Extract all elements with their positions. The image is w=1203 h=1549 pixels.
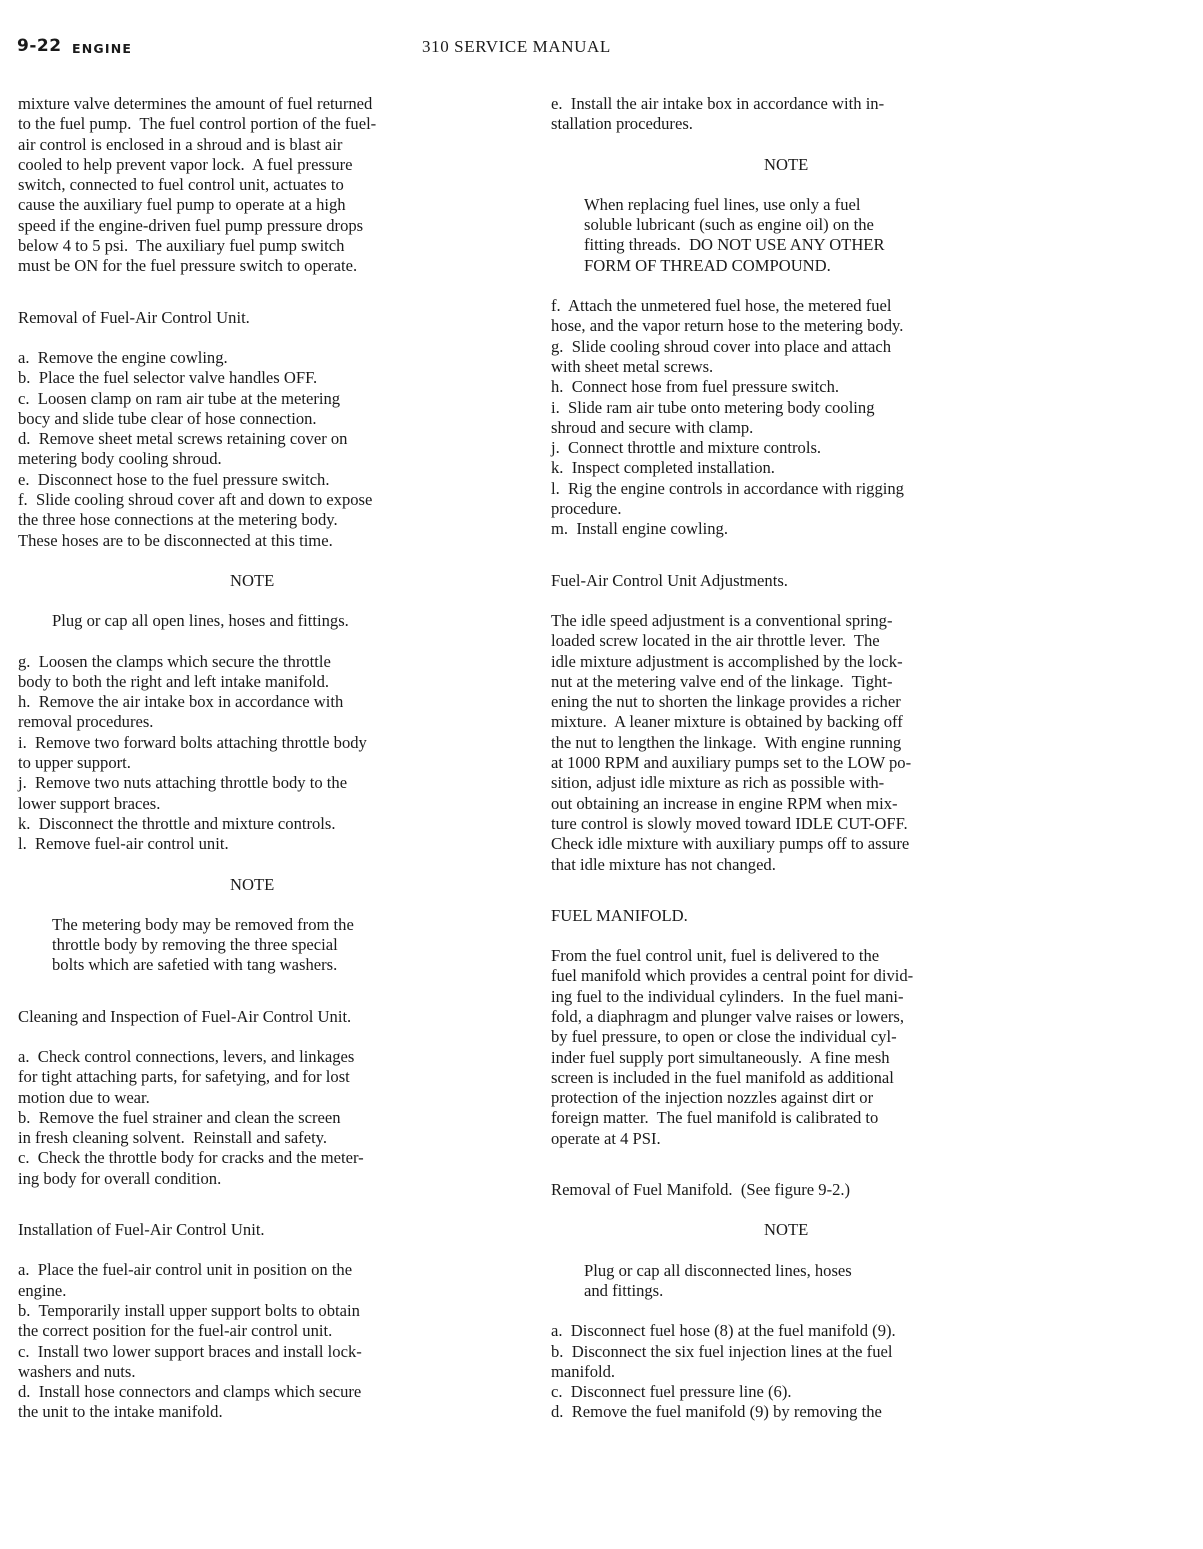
step-line: in fresh cleaning solvent. Reinstall and safety.: [18, 1128, 328, 1148]
section-name: ENGINE: [72, 41, 133, 56]
step-line: c. Check the throttle body for cracks and the meter-: [18, 1148, 364, 1168]
text-line: protection of the injection nozzles against dirt or: [551, 1088, 874, 1108]
step-line: removal procedures.: [18, 712, 154, 732]
text-line: cooled to help prevent vapor lock. A fuel pressure: [18, 154, 353, 174]
step-line: These hoses are to be disconnected at this time.: [18, 530, 333, 550]
step-line: engine.: [18, 1280, 67, 1300]
text-line: ture control is slowly moved toward IDLE CUT-OFF.: [551, 813, 908, 833]
step-line: bocy and slide tube clear of hose connection.: [18, 408, 317, 428]
step-line: manifold.: [551, 1361, 616, 1381]
note-line: soluble lubricant (such as engine oil) on the: [584, 215, 874, 235]
text-line: switch, connected to fuel control unit, actuates to: [18, 175, 344, 195]
step-line: i. Remove two forward bolts attaching throttle body: [18, 732, 367, 752]
step-line: m. Install engine cowling.: [551, 519, 728, 539]
step-line: g. Loosen the clamps which secure the throttle: [18, 651, 331, 671]
note-title: NOTE: [764, 1220, 809, 1240]
text-line: sition, adjust idle mixture as rich as possible with-: [551, 773, 885, 793]
note-line: Plug or cap all disconnected lines, hoses: [584, 1260, 852, 1280]
text-line: idle mixture adjustment is accomplished by the lock-: [551, 651, 903, 671]
step-line: k. Disconnect the throttle and mixture controls.: [18, 813, 336, 833]
step-line: the unit to the intake manifold.: [18, 1402, 223, 1422]
text-line: nut at the metering valve end of the linkage. Tight-: [551, 671, 893, 691]
step-line: for tight attaching parts, for safetying, and for lost: [18, 1067, 350, 1087]
step-line: motion due to wear.: [18, 1087, 150, 1107]
text-line: ening the nut to shorten the linkage provides a richer: [551, 692, 901, 712]
note-title: NOTE: [764, 154, 809, 174]
text-line: fold, a diaphragm and plunger valve raises or lowers,: [551, 1006, 904, 1026]
step-line: the three hose connections at the metering body.: [18, 510, 338, 530]
text-line: foreign matter. The fuel manifold is calibrated to: [551, 1108, 879, 1128]
step-line: h. Connect hose from fuel pressure switch.: [551, 377, 840, 397]
step-line: b. Remove the fuel strainer and clean the screen: [18, 1107, 341, 1127]
text-line: by fuel pressure, to open or close the individual cyl-: [551, 1027, 897, 1047]
page-number: 9-22: [17, 36, 62, 56]
fuel-manifold-heading: FUEL MANIFOLD.: [551, 905, 688, 925]
step-line: lower support braces.: [18, 793, 161, 813]
step-line: a. Remove the engine cowling.: [18, 347, 228, 367]
step-line: d. Install hose connectors and clamps which secure: [18, 1382, 362, 1402]
removal-steps-continued: [18, 652, 528, 855]
note-line: When replacing fuel lines, use only a fuel: [584, 194, 861, 214]
note-line: bolts which are safetied with tang washers.: [52, 955, 338, 975]
step-line: b. Place the fuel selector valve handles OFF.: [18, 368, 318, 388]
note-line: throttle body by removing the three special: [52, 935, 338, 955]
installation-steps: [18, 1260, 528, 1422]
text-line: must be ON for the fuel pressure switch to operate.: [18, 256, 358, 276]
note-body: [551, 195, 1091, 276]
step-line: with sheet metal screws.: [551, 356, 714, 376]
step-line: b. Disconnect the six fuel injection lines at the fuel: [551, 1341, 893, 1361]
step-line: i. Slide ram air tube onto metering body cooling: [551, 397, 875, 417]
step-line: c. Loosen clamp on ram air tube at the metering: [18, 388, 341, 408]
text-line: out obtaining an increase in engine RPM when mix-: [551, 793, 898, 813]
step-line: metering body cooling shroud.: [18, 449, 222, 469]
adjustments-paragraph: [551, 611, 1091, 875]
step-line: b. Temporarily install upper support bolts to obtain: [18, 1300, 360, 1320]
step-line: procedure.: [551, 499, 622, 519]
removal-steps: [18, 348, 528, 551]
step-line: k. Inspect completed installation.: [551, 458, 775, 478]
fuel-manifold-paragraph: [551, 946, 1091, 1149]
step-line: the correct position for the fuel-air control unit.: [18, 1321, 333, 1341]
text-line: at 1000 RPM and auxiliary pumps set to the LOW po-: [551, 753, 912, 773]
step-line: g. Slide cooling shroud cover into place and attach: [551, 336, 892, 356]
text-line: loaded screw located in the air throttle lever. The: [551, 631, 880, 651]
intro-paragraph: [18, 94, 528, 277]
step-line: a. Disconnect fuel hose (8) at the fuel manifold (9).: [551, 1321, 896, 1341]
installation-heading: Installation of Fuel-Air Control Unit.: [18, 1220, 265, 1240]
step-line: d. Remove the fuel manifold (9) by removing the: [551, 1402, 882, 1422]
step-line: c. Disconnect fuel pressure line (6).: [551, 1382, 792, 1402]
text-line: ing fuel to the individual cylinders. In the fuel mani-: [551, 986, 904, 1006]
text-line: operate at 4 PSI.: [551, 1128, 661, 1148]
note-line: The metering body may be removed from the: [52, 914, 354, 934]
note-title: NOTE: [230, 570, 275, 590]
text-line: mixture. A leaner mixture is obtained by backing off: [551, 712, 903, 732]
text-line: fuel manifold which provides a central point for divid-: [551, 966, 914, 986]
note-line: and fittings.: [584, 1280, 664, 1300]
removal-heading: Removal of Fuel-Air Control Unit.: [18, 307, 250, 327]
adjustments-heading: Fuel-Air Control Unit Adjustments.: [551, 570, 788, 590]
step-line: f. Slide cooling shroud cover aft and down to expose: [18, 490, 373, 510]
text-line: screen is included in the fuel manifold as additional: [551, 1067, 894, 1087]
step-line: j. Connect throttle and mixture controls.: [551, 438, 822, 458]
step-line: d. Remove sheet metal screws retaining cover on: [18, 429, 348, 449]
cleaning-steps: [18, 1047, 528, 1189]
note-body: Plug or cap all open lines, hoses and fittings.: [52, 611, 349, 631]
note-body: [18, 915, 528, 976]
manifold-removal-heading: Removal of Fuel Manifold. (See figure 9-2.): [551, 1180, 851, 1200]
manifold-removal-steps: [551, 1321, 1091, 1422]
note-title: NOTE: [230, 874, 275, 894]
text-line: Check idle mixture with auxiliary pumps off to assure: [551, 834, 910, 854]
right-column: [551, 94, 1091, 1423]
text-line: that idle mixture has not changed.: [551, 854, 776, 874]
step-line: stallation procedures.: [551, 114, 693, 134]
note-line: FORM OF THREAD COMPOUND.: [584, 255, 831, 275]
text-line: The idle speed adjustment is a conventional spring-: [551, 610, 893, 630]
step-line: body to both the right and left intake manifold.: [18, 671, 330, 691]
step-line: to upper support.: [18, 753, 131, 773]
step-line: h. Remove the air intake box in accordance with: [18, 692, 344, 712]
step-line: e. Install the air intake box in accordance with in-: [551, 94, 885, 113]
text-line: speed if the engine-driven fuel pump pressure drops: [18, 215, 364, 235]
step-line: hose, and the vapor return hose to the metering body.: [551, 316, 904, 336]
step-line: c. Install two lower support braces and install lock-: [18, 1341, 362, 1361]
text-line: From the fuel control unit, fuel is delivered to the: [551, 946, 880, 966]
step-line: l. Rig the engine controls in accordance with rigging: [551, 478, 904, 498]
text-line: mixture valve determines the amount of fuel returned: [18, 94, 373, 113]
manual-title: 310 SERVICE MANUAL: [422, 37, 611, 56]
text-line: to the fuel pump. The fuel control portion of the fuel-: [18, 114, 377, 134]
text-line: air control is enclosed in a shroud and is blast air: [18, 134, 343, 154]
text-line: inder fuel supply port simultaneously. A fine mesh: [551, 1047, 890, 1067]
step-line: shroud and secure with clamp.: [551, 417, 754, 437]
step-line: washers and nuts.: [18, 1361, 136, 1381]
text-line: below 4 to 5 psi. The auxiliary fuel pump switch: [18, 236, 345, 256]
text-line: cause the auxiliary fuel pump to operate at a high: [18, 195, 346, 215]
step-line: a. Place the fuel-air control unit in position on the: [18, 1260, 353, 1280]
cleaning-heading: Cleaning and Inspection of Fuel-Air Control Unit.: [18, 1006, 352, 1026]
note-body: [551, 1261, 1091, 1302]
step-line: l. Remove fuel-air control unit.: [18, 834, 229, 854]
note-line: fitting threads. DO NOT USE ANY OTHER: [584, 235, 885, 255]
left-column: [18, 94, 528, 1423]
text-line: the nut to lengthen the linkage. With engine running: [551, 732, 902, 752]
installation-steps-continued: [551, 296, 1091, 540]
step-line: f. Attach the unmetered fuel hose, the metered fuel: [551, 296, 892, 316]
step-line: j. Remove two nuts attaching throttle body to the: [18, 773, 348, 793]
step-line: a. Check control connections, levers, and linkages: [18, 1046, 355, 1066]
step-line: e. Disconnect hose to the fuel pressure switch.: [18, 469, 330, 489]
step-line: ing body for overall condition.: [18, 1168, 222, 1188]
installation-steps-continued: [551, 94, 1091, 135]
